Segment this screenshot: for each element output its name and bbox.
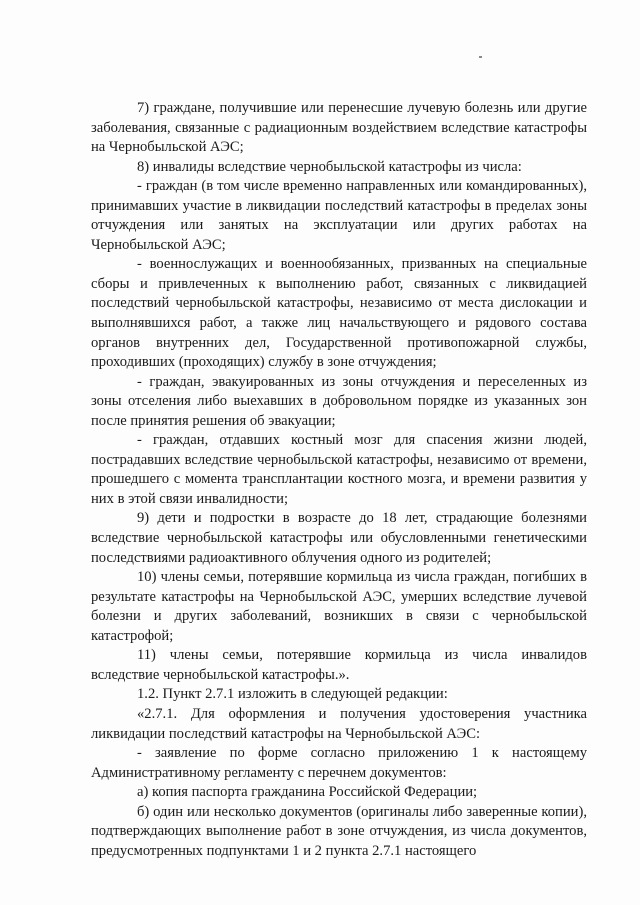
paragraph-11-family-members-disabled: 11) члены семьи, потерявшие кормильца из числа инвалидов вследствие чернобыльской катастрофы.».: [91, 647, 587, 683]
list-item-passport-copy: а) копия паспорта гражданина Российской Федерации;: [137, 784, 478, 801]
paragraph-7-radiation-illness: 7) граждане, получившие или перенесшие лучевую болезнь или другие заболевания, связанные с радиационным воздействием вследствие катастрофы на Чернобыльской АЭС;: [91, 100, 587, 156]
paragraph-8-disabled-persons: 8) инвалиды вследствие чернобыльской катастрофы из числа:: [137, 158, 522, 175]
scan-speck: [479, 56, 482, 58]
list-item-work-documents: б) один или несколько документов (оригиналы либо заверенные копии), подтверждающих выполнение работ в зоне отчуждения, из числа документов, предусмотренных подпунктами 1 и 2 пункта 2.7.1 настоящего: [91, 803, 587, 859]
paragraph-10-family-members: 10) члены семьи, потерявшие кормильца из числа граждан, погибших в результате катастрофы на Чернобыльской АЭС, умерших вследствие лучевой болезни и других заболеваний, возникших в связи с чернобыльской катастрофой;: [91, 569, 587, 644]
list-item-application: - заявление по форме согласно приложению 1 к настоящему Административному регламенту с перечнем документов:: [91, 745, 587, 781]
clause-2-7-1: «2.7.1. Для оформления и получения удостоверения участника ликвидации последствий катастрофы на Чернобыльской АЭС:: [91, 705, 587, 742]
list-item-military: - военнослужащих и военнообязанных, призванных на специальные сборы и привлеченных к выполнению работ, связанных с ликвидацией последствий чернобыльской катастрофы, независимо от места дислокации и выполнявшихся работ, а также лиц начальствующего и рядового состава органов внутренних дел, Государственной противопожарной службы, проходивших (проходящих) службу в зоне отчуждения;: [91, 256, 587, 371]
clause-1-2: 1.2. Пункт 2.7.1 изложить в следующей редакции:: [137, 686, 448, 703]
document-body: [91, 99, 587, 861]
list-item-evacuated: - граждан, эвакуированных из зоны отчуждения и переселенных из зоны отселения либо выехавших в добровольном порядке из указанных зон после принятия решения об эвакуации;: [91, 373, 587, 429]
list-item-bone-marrow-donors: - граждан, отдавших костный мозг для спасения жизни людей, пострадавших вследствие чернобыльской катастрофы, независимо от времени, прошедшего с момента трансплантации костного мозга, и времени развития у них в этой связи инвалидности;: [91, 432, 587, 507]
list-item-liquidators: - граждан (в том числе временно направленных или командированных), принимавших участие в ликвидации последствий катастрофы в пределах зоны отчуждения или занятых на эксплуатации или других работах на Чернобыльской АЭС;: [91, 178, 587, 253]
paragraph-9-children: 9) дети и подростки в возрасте до 18 лет, страдающие болезнями вследствие чернобыльской катастрофы или обусловленными генетическими последствиями радиоактивного облучения одного из родителей;: [91, 510, 587, 566]
